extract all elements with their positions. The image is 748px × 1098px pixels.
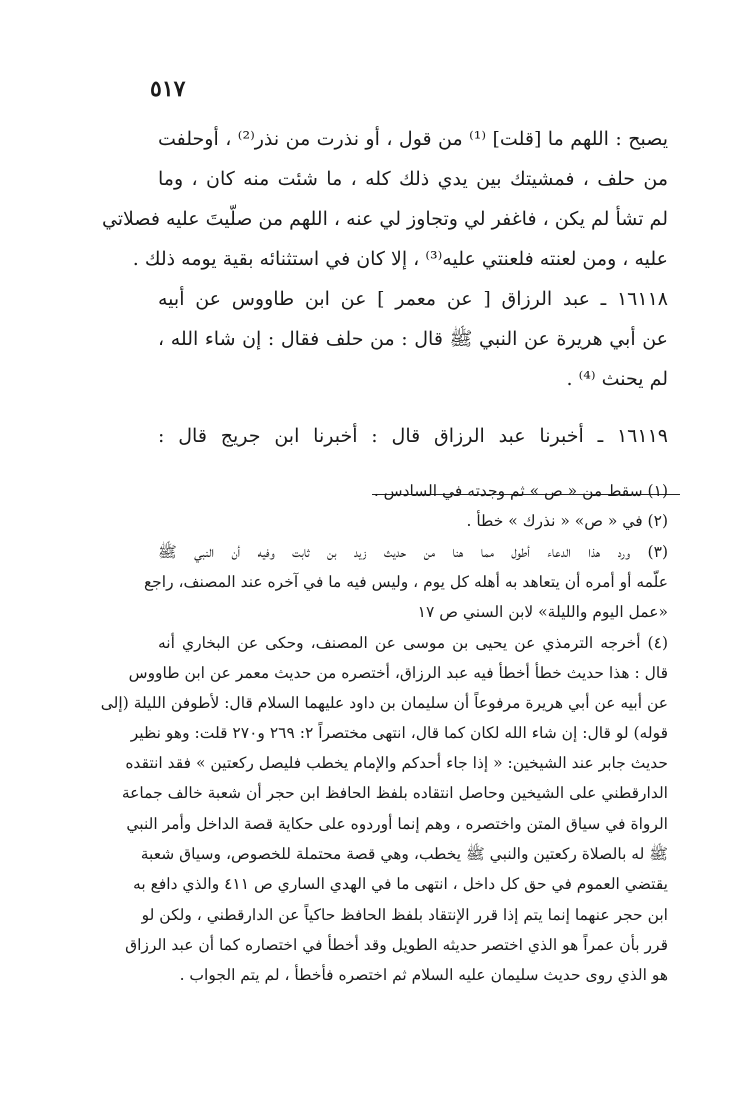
footnote-line: قال : هذا حديث خطأ أخطأ فيه عبد الرزاق، أختصره من حديث معمر عن ابن طاووس [128, 664, 668, 682]
footnote-line: يقتضي العموم في حق كل داخل ، انتهى ما في الهدي الساري ص ٤١١ والذي دافع به [133, 875, 668, 893]
footnote-line: هو الذي روى حديث سليمان عليه السلام ثم اختصره فأخطأ ، لم يتم الجواب . [179, 966, 668, 984]
footnote-line: علّمه أو أمره أن يتعاهد به أهله كل يوم ، وليس فيه ما في آخره عند المصنف، راجع [143, 573, 668, 591]
main-text-line: يصبح : اللهم ما [قلت] ⁽¹⁾ من قول ، أو نذرت من نذر⁽²⁾ ، أوحلفت [158, 128, 668, 150]
main-text-line: عن أبي هريرة عن النبي ﷺ قال : من حلف فقال : إن شاء الله ، [158, 328, 668, 350]
footnote-2: (٢) في « ص» « نذرك » خطأ . [466, 512, 668, 530]
footnote-line: الرواة في سياق المتن واختصره ، وهم إنما أوردوه على حكاية قصة الداخل وأمر النبي [126, 815, 668, 833]
page-number: ٥١٧ [150, 76, 186, 102]
footnote-line: ﷺ له بالصلاة ركعتين والنبي ﷺ يخطب، وهي قصة محتملة للخصوص، وسياق شعبة [140, 845, 668, 863]
main-text-line: لم يحنث ⁽⁴⁾ . [566, 368, 668, 390]
footnote-line: عن أبيه عن أبي هريرة مرفوعاً أن سليمان بن داود عليهما السلام قال: لأطوفن الليلة (إلى [100, 694, 668, 712]
footnote-line: قرر بأن عمراً هو الذي اختصر حديثه الطويل وقد أخطأ في اختصاره كما أن عبد الرزاق [125, 936, 668, 954]
main-text-line: لم تشأ لم يكن ، فاغفر لي وتجاوز لي عنه ، اللهم من صلّيتَ عليه فصلاتي [101, 208, 668, 230]
footnote-line: قوله) لو قال: إن شاء الله لكان كما قال، انتهى مختصراً ٢: ٢٦٩ و٢٧٠ قلت: وهو نظير [130, 724, 668, 742]
hadith-16119-header: ١٦١١٩ ـ أخبرنا عبد الرزاق قال : أخبرنا ابن جريج قال : [158, 425, 668, 447]
footnote-line: ابن حجر عنهما إنما يتم إذا قرر الإنتقاد بلفظ الحافظ حاكياً عن الدارقطني ، ولكن لو [141, 906, 668, 924]
footnote-4: (٤) أخرجه الترمذي عن يحيى بن موسى عن المصنف، وحكى عن البخاري أنه [158, 634, 668, 652]
footnote-3: (٣) ورد هذا الدعاء أطول مما هنا من حديث زيد بن ثابت وفيه أن النبي ﷺ [158, 543, 668, 561]
hadith-16118-header: ١٦١١٨ ـ عبد الرزاق [ عن معمر ] عن ابن طاووس عن أبيه [158, 288, 668, 310]
main-text-line: من حلف ، فمشيتك بين يدي ذلك كله ، ما شئت منه كان ، وما [158, 168, 668, 190]
main-text-line: عليه ، ومن لعنته فلعنتي عليه⁽³⁾ ، إلا كان في استثنائه بقية يومه ذلك . [132, 248, 668, 270]
footnote-1: (١) سقط من « ص » ثم وجدته في السادس . [373, 482, 668, 500]
footnote-line: «عمل اليوم والليلة» لابن السني ص ١٧ [417, 603, 668, 621]
footnote-line: الدارقطني على الشيخين وحاصل انتقاده بلفظ الحافظ ابن حجر أن شعبة خالف جماعة [121, 784, 668, 802]
footnote-line: حديث جابر عند الشيخين: « إذا جاء أحدكم والإمام يخطب فليصل ركعتين » فقد انتقده [125, 754, 668, 772]
